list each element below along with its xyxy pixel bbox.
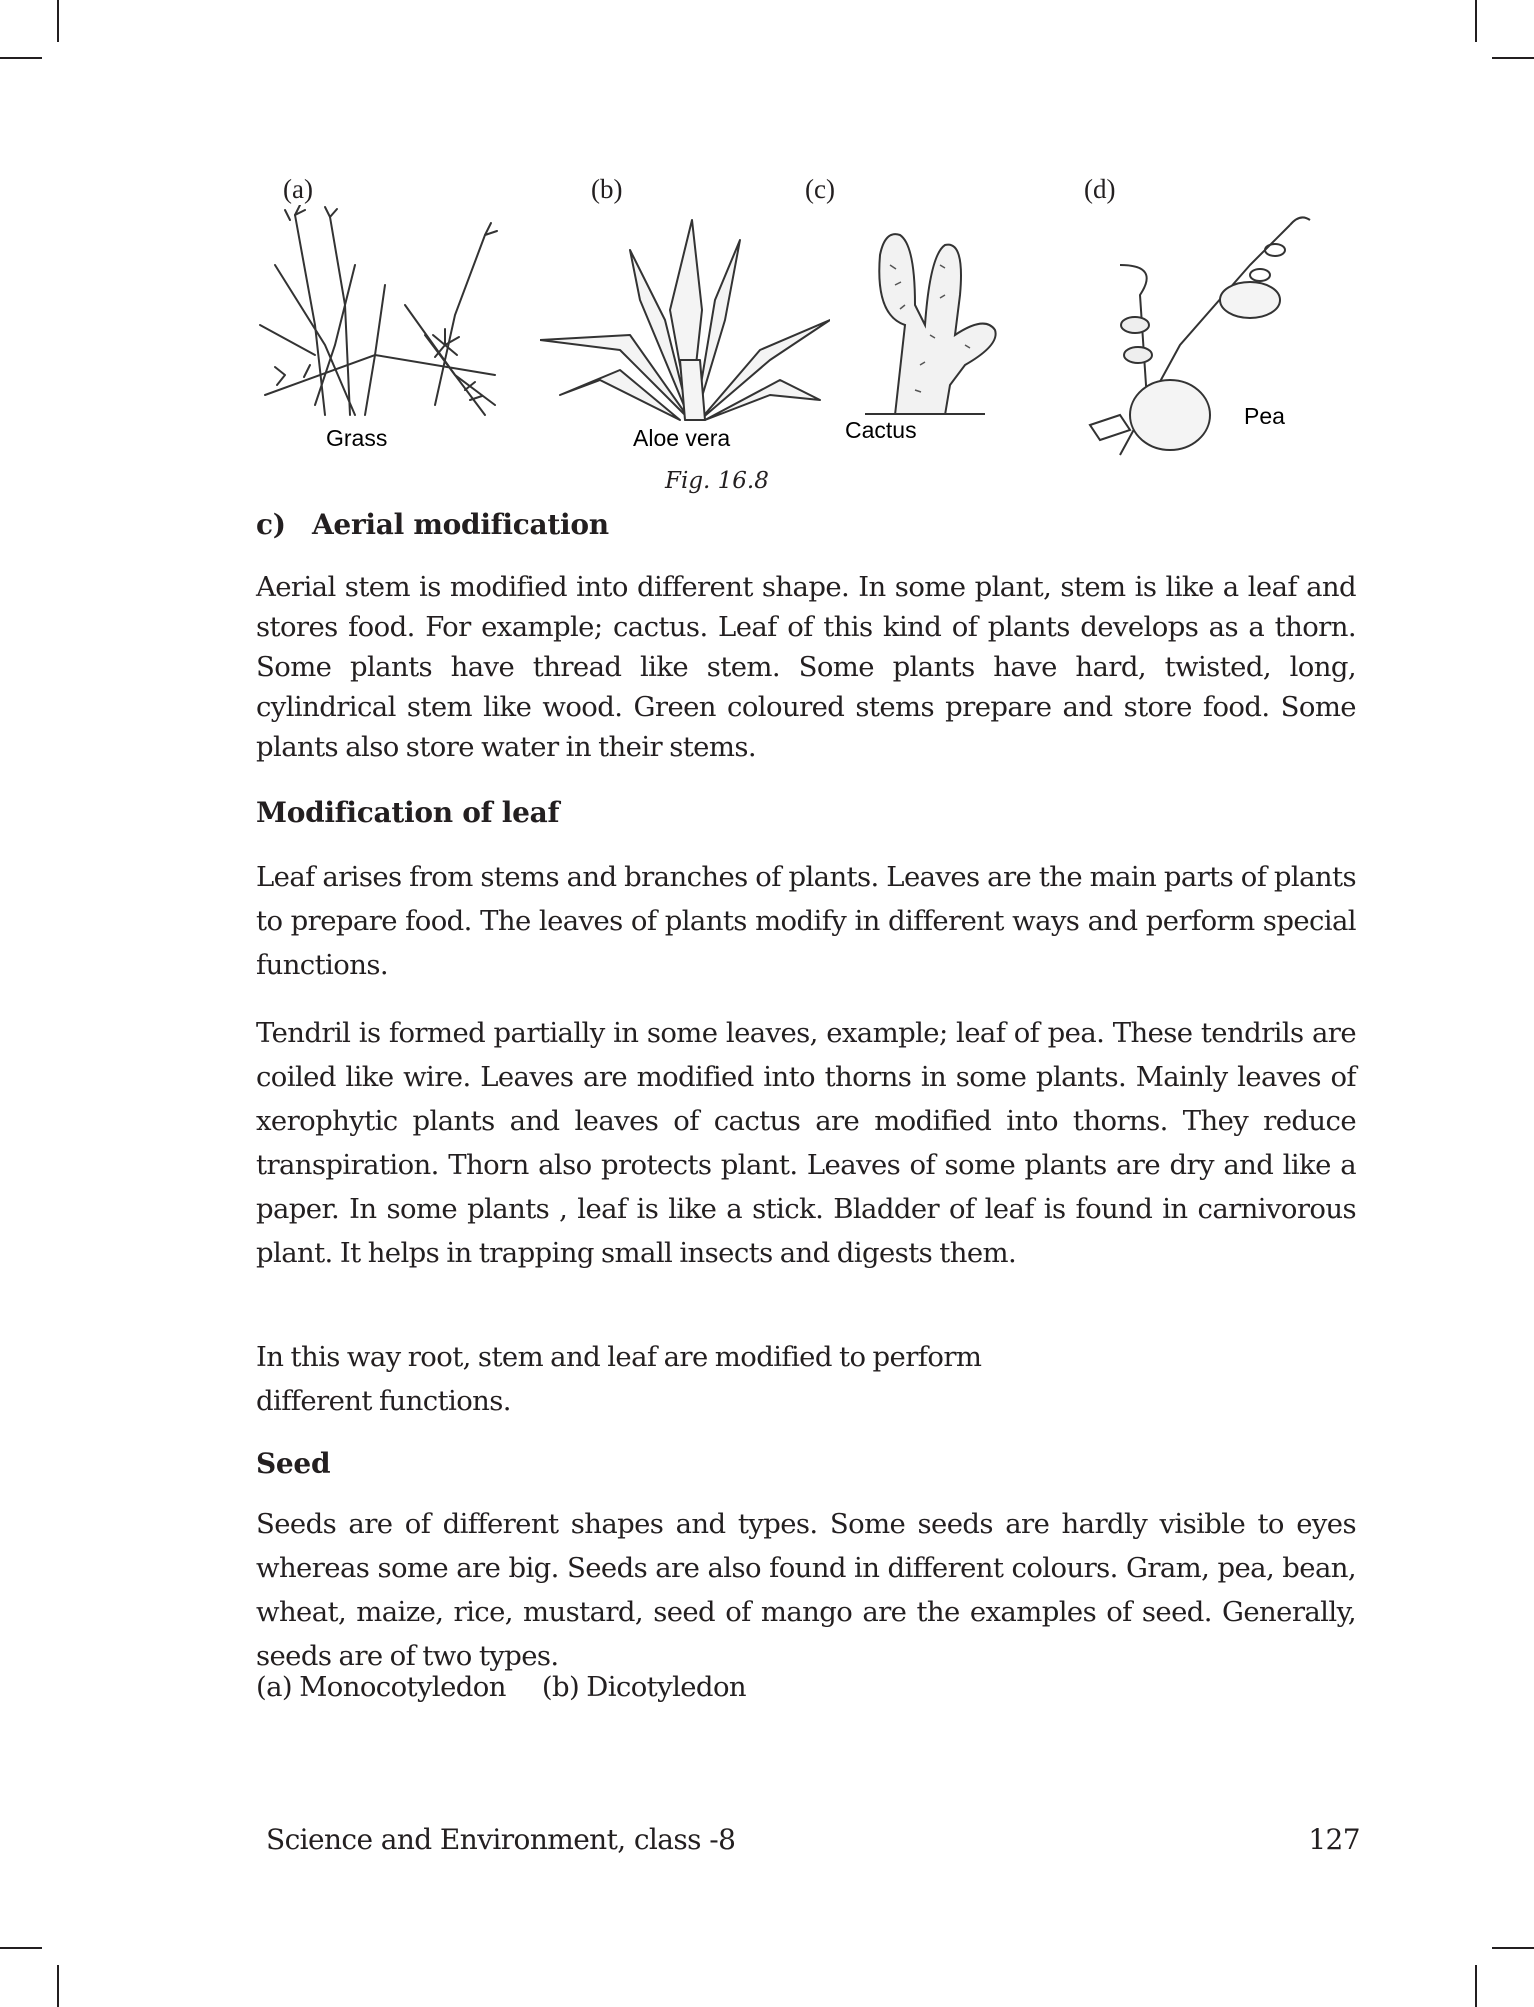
page-footer (266, 1822, 1360, 1858)
section-heading-seed: Seed (256, 1447, 331, 1480)
paragraph-leaf-tendril (256, 1011, 1356, 1275)
paragraph-leaf-intro (256, 855, 1356, 987)
seed-types-list (256, 1665, 1356, 1709)
section-heading-modification-of-leaf: Modification of leaf (256, 796, 560, 829)
crop-mark-top-right-vertical (1475, 0, 1477, 42)
page-number: 127 (1308, 1823, 1360, 1856)
book-title: Science and Environment, class -8 (266, 1823, 736, 1856)
crop-mark-top-left-vertical (57, 0, 59, 42)
aloe-vera-label: Aloe vera (633, 425, 731, 451)
paragraph-text: Tendril is formed partially in some leaves, example; leaf of pea. These tendrils are coiled like wire. Leaves are modified into thorns in some plants. Mainly leaves of xerophytic plants and leaves of cactus are modified into thorns. They reduce transpiration. Thorn also protects plant. Leaves of some plants are dry and like a paper. In some plants , leaf is like a stick. Bladder of leaf is found in carnivorous plant. It helps in trapping small insects and digests them. (256, 1017, 1356, 1269)
summary-line-1: In this way root, stem and leaf are modified to perform (256, 1341, 982, 1373)
section-heading-aerial-modification (256, 507, 1356, 543)
crop-mark-top-right-horizontal (1492, 57, 1534, 59)
panel-label-a: (a) (283, 174, 313, 204)
seed-type-monocotyledon: (a) Monocotyledon (256, 1671, 506, 1703)
paragraph-text: Aerial stem is modified into different shape. In some plant, stem is like a leaf and stores food. For example; cactus. Leaf of this kind of plants develops as a thorn. Some plants have thread like stem. Some plants have hard, twisted, long, cylindrical stem like wood. Green coloured stems prepare and store food. Some plants also store water in their stems. (256, 571, 1356, 763)
summary-line-2: different functions. (256, 1385, 511, 1417)
crop-mark-bottom-right-horizontal (1492, 1947, 1534, 1949)
panel-label-c: (c) (805, 174, 835, 204)
cactus-label: Cactus (845, 417, 917, 443)
aloe-vera-illustration (540, 210, 830, 425)
paragraph-text: Leaf arises from stems and branches of plants. Leaves are the main parts of plants to prepare food. The leaves of plants modify in different ways and perform special functions. (256, 861, 1356, 981)
grass-illustration (255, 205, 520, 420)
figure-caption: Fig. 16.8 (665, 468, 769, 494)
pea-illustration (1060, 205, 1320, 470)
crop-mark-bottom-left-horizontal (0, 1947, 42, 1949)
cactus-illustration (845, 215, 1010, 415)
panel-label-b: (b) (591, 174, 623, 204)
section-number: c) (256, 508, 286, 541)
paragraph-text: Seeds are of different shapes and types. Some seeds are hardly visible to eyes whereas some are big. Seeds are also found in different colours. Gram, pea, bean, wheat, maize, rice, mustard, seed of mango are the examples of seed. Generally, seeds are of two types. (256, 1508, 1356, 1672)
paragraph-aerial (256, 567, 1356, 767)
crop-mark-bottom-left-vertical (57, 1965, 59, 2007)
paragraph-seed (256, 1502, 1356, 1678)
pea-label: Pea (1244, 403, 1285, 429)
crop-mark-bottom-right-vertical (1475, 1965, 1477, 2007)
paragraph-leaf-summary (256, 1335, 1356, 1423)
seed-type-dicotyledon: (b) Dicotyledon (541, 1671, 747, 1703)
grass-label: Grass (326, 425, 388, 451)
crop-mark-top-left-horizontal (0, 57, 42, 59)
panel-label-d: (d) (1084, 174, 1116, 204)
section-title: Aerial modification (312, 508, 609, 541)
